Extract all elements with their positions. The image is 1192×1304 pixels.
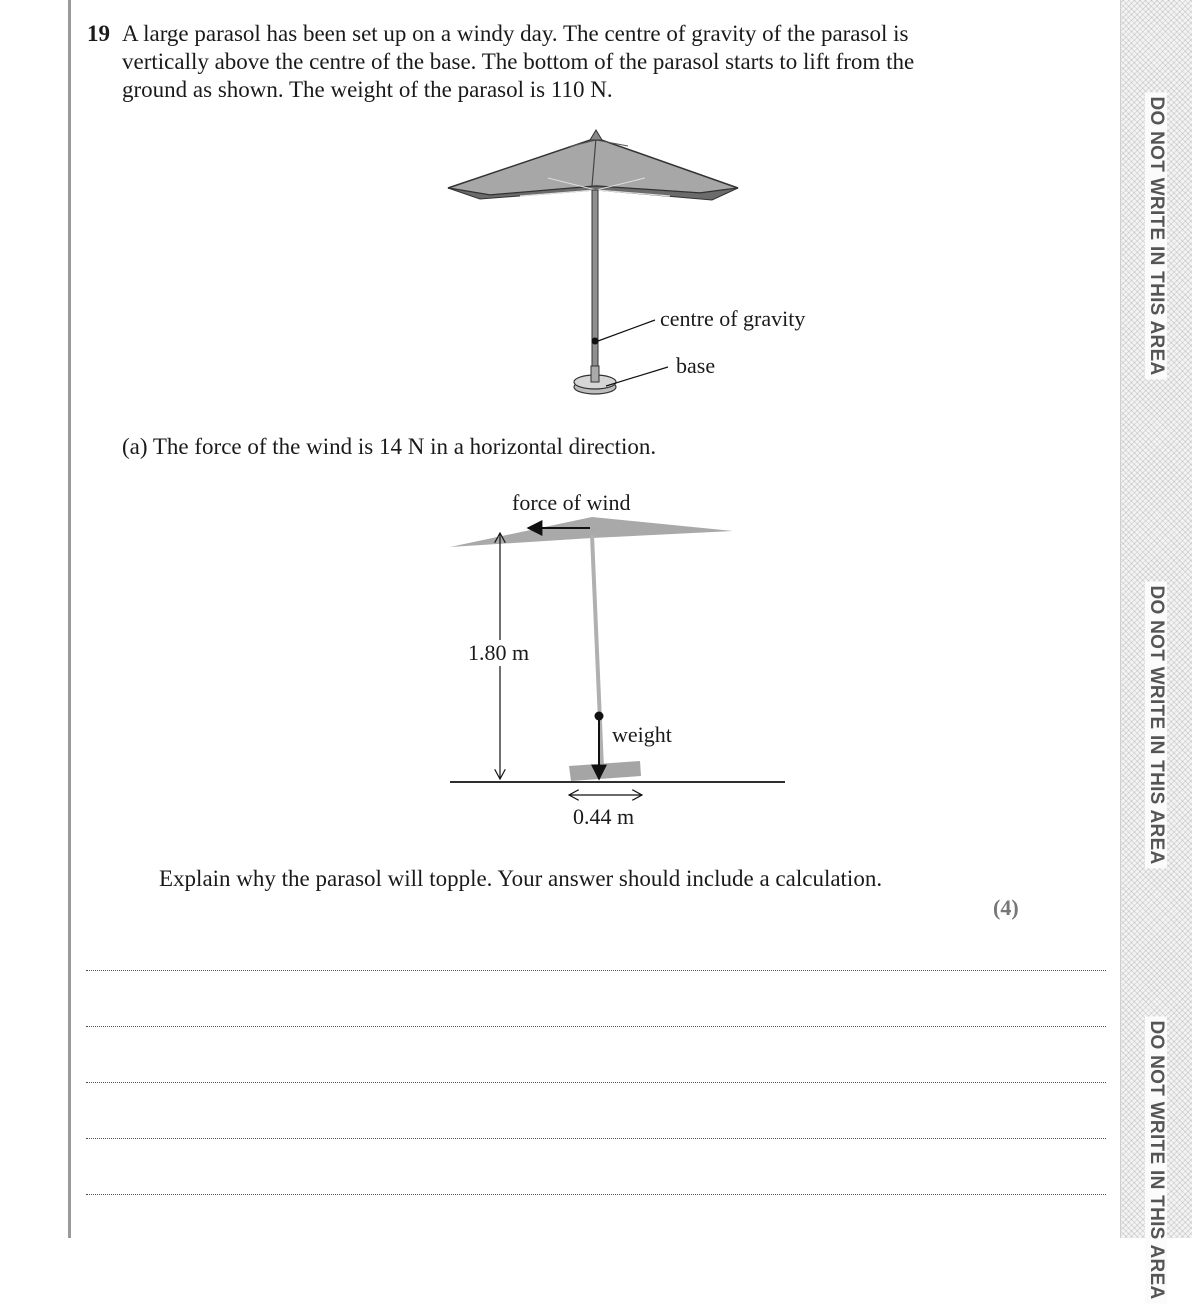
part-a-text: (a) The force of the wind is 14 N in a horizontal direction. [122,434,657,459]
label-base: base [676,353,716,378]
centre-of-gravity-leader-line [598,320,655,341]
tilted-pole [592,535,602,768]
label-force-of-wind: force of wind [512,490,631,515]
answer-line[interactable] [86,1194,1106,1195]
answer-line[interactable] [86,1138,1106,1139]
question-text-line-2: vertically above the centre of the base. The bottom of the parasol starts to lift from the [122,49,915,74]
parasol-pole [592,190,598,368]
answer-line[interactable] [86,1026,1106,1027]
parasol-canopy [448,138,738,195]
canopy-strut [520,190,596,196]
base-leader-line [606,367,668,386]
margin-warning-top: DO NOT WRITE IN THIS AREA [1145,92,1167,379]
parasol-canopy-underside [448,186,738,200]
marks-indicator: (4) [993,895,1019,920]
label-weight: weight [612,722,672,747]
canopy-rib [592,138,596,186]
canopy-strut [596,190,670,196]
label-base-width: 0.44 m [573,804,635,829]
margin-warning-middle: DO NOT WRITE IN THIS AREA [1145,581,1167,868]
canopy-rib [596,140,628,146]
tilted-base [569,761,641,781]
question-number: 19 [87,21,110,46]
canopy-finial [590,130,602,140]
parasol-base [574,380,616,394]
tilted-canopy [450,517,733,547]
canopy-strut [596,178,645,190]
label-height: 1.80 m [468,640,530,665]
answer-line[interactable] [86,970,1106,971]
centre-of-gravity-dot [592,338,599,345]
left-margin-rule [68,0,71,1238]
instruction-text: Explain why the parasol will topple. Your answer should include a calculation. [159,866,883,891]
centre-of-gravity-dot [595,712,604,721]
answer-line[interactable] [86,1082,1106,1083]
canopy-rib [568,140,596,147]
canopy-strut [548,178,596,190]
question-text-line-1: A large parasol has been set up on a windy day. The centre of gravity of the parasol is [122,21,909,46]
margin-warning-bottom: DO NOT WRITE IN THIS AREA [1145,1016,1167,1303]
question-text-line-3: ground as shown. The weight of the parasol is 110 N. [122,77,613,102]
label-centre-of-gravity: centre of gravity [660,306,806,331]
